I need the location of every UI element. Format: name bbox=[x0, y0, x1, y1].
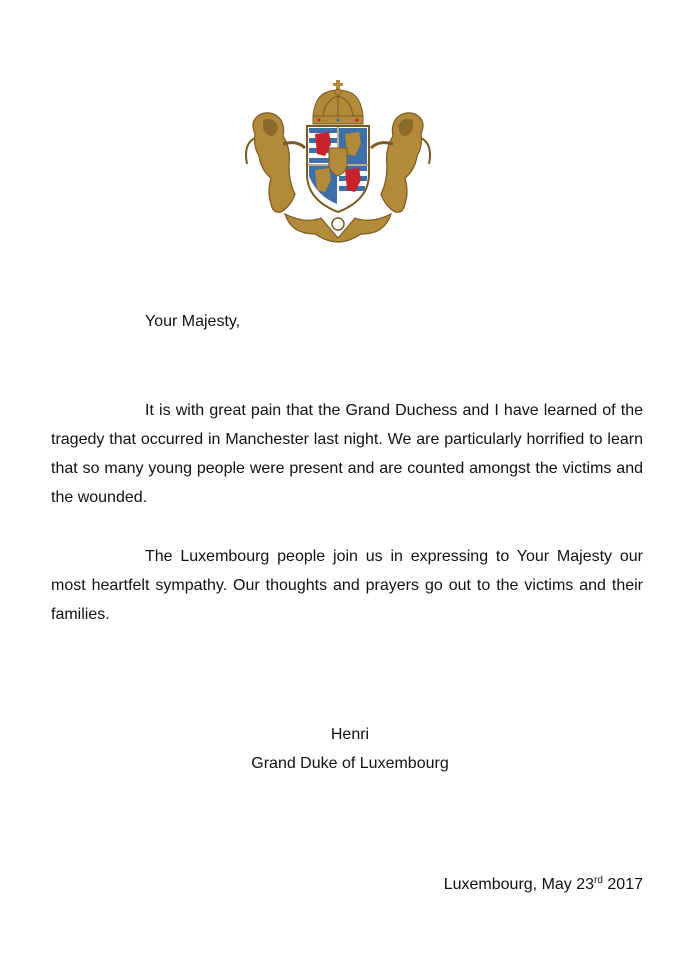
dateline bbox=[444, 870, 643, 899]
crown-icon bbox=[313, 80, 363, 124]
dateline-year: 2017 bbox=[602, 876, 643, 893]
signatory-name: Henri bbox=[330, 726, 370, 743]
scrollwork-icon bbox=[285, 214, 391, 242]
dateline-ordinal-suffix: rd bbox=[594, 875, 603, 886]
signature-block bbox=[0, 720, 673, 778]
left-lion-icon bbox=[246, 113, 305, 212]
salutation: Your Majesty, bbox=[145, 313, 241, 330]
dateline-place-date: Luxembourg, May 23 bbox=[443, 876, 595, 893]
signatory-title: Grand Duke of Luxembourg bbox=[251, 755, 449, 772]
letter-paragraph: The Luxembourg people join us in expressing to Your Majesty our most heartfelt sympathy. Our thoughts and prayers go out to the victims and their families. bbox=[51, 548, 643, 623]
right-lion-icon bbox=[371, 113, 430, 212]
coat-of-arms-icon bbox=[245, 74, 431, 244]
letter-paragraph: It is with great pain that the Grand Duchess and I have learned of the tragedy that occurred in Manchester last night. We are particularly horrified to learn that so many young people were present and are counted amongst the victims and the wounded. bbox=[51, 402, 643, 506]
shield-icon bbox=[307, 126, 369, 212]
